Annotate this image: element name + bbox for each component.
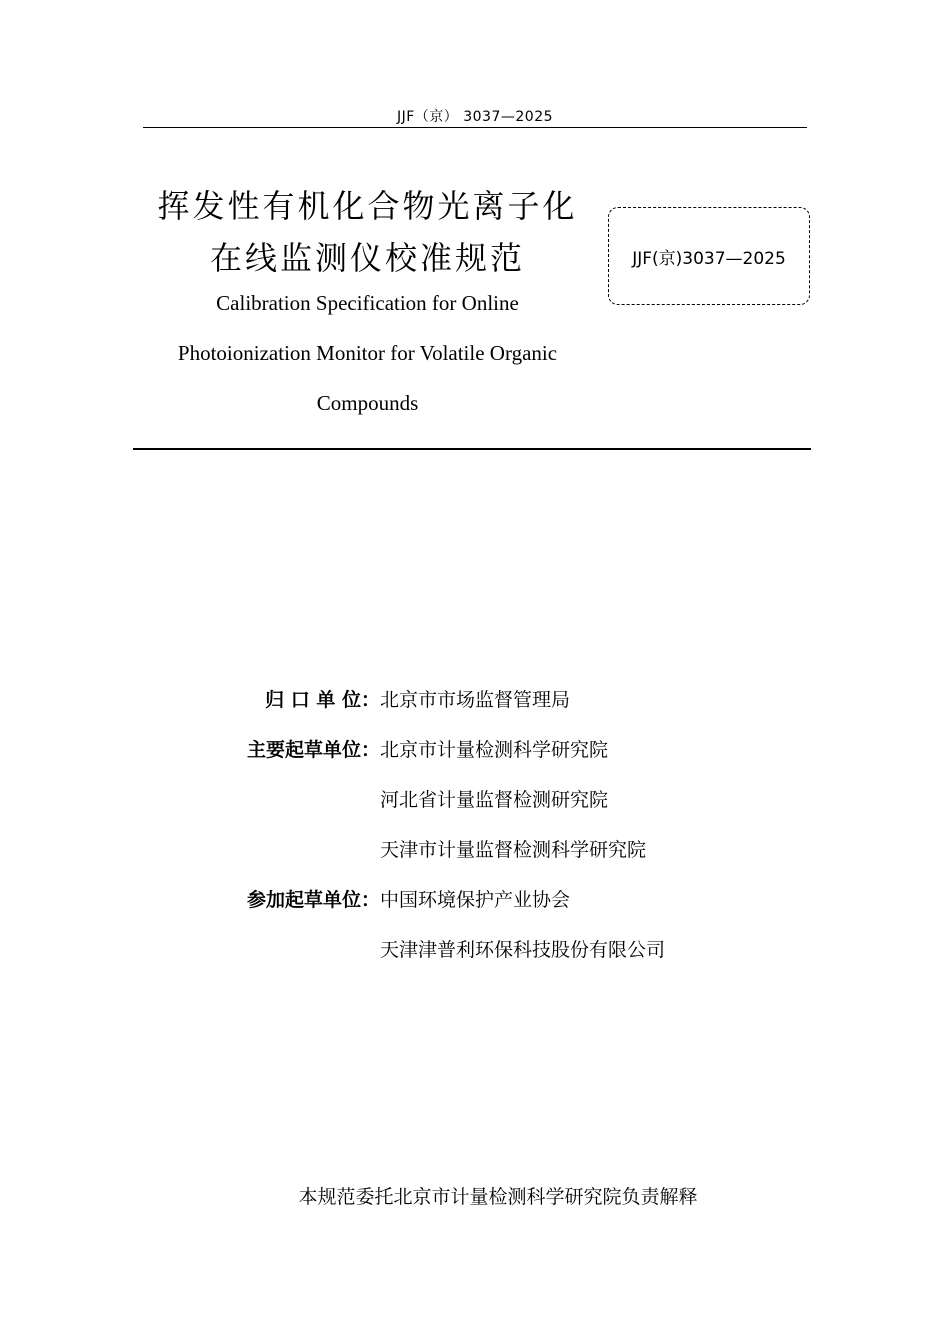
central-unit-label: 归 口 单 位： (265, 689, 380, 711)
chinese-title-line-2: 在线监测仪校准规范 (209, 239, 525, 277)
participating-unit-row (200, 930, 800, 980)
standard-code-text: JJF(京)3037—2025 (632, 248, 786, 269)
chinese-title-line-1: 挥发性有机化合物光离子化 (157, 187, 578, 225)
main-unit-value: 河北省计量监督检测研究院 (380, 789, 609, 811)
participating-unit-row (200, 880, 800, 930)
title-divider (133, 448, 811, 450)
header-divider (143, 127, 807, 128)
main-unit-row (200, 780, 800, 830)
main-unit-value: 天津市计量监督检测科学研究院 (380, 839, 647, 861)
chinese-title (130, 180, 605, 284)
interpretation-note: 本规范委托北京市计量检测科学研究院负责解释 (298, 1186, 698, 1208)
drafting-units (200, 680, 800, 980)
main-unit-label: 主要起草单位： (246, 739, 380, 761)
main-unit-value: 北京市计量检测科学研究院 (380, 739, 609, 761)
central-unit-row (200, 680, 800, 730)
standard-code-box (608, 207, 810, 305)
english-title-line-3: Compounds (316, 391, 419, 415)
participating-unit-label: 参加起草单位： (246, 889, 380, 911)
english-title-line-2: Photoionization Monitor for Volatile Organic (177, 341, 558, 365)
english-title (130, 278, 605, 428)
participating-unit-value: 中国环境保护产业协会 (380, 889, 571, 911)
main-unit-row (200, 830, 800, 880)
main-unit-row (200, 730, 800, 780)
participating-unit-value: 天津津普利环保科技股份有限公司 (380, 939, 666, 961)
header-standard-code: JJF（京） 3037—2025 (396, 109, 554, 125)
central-unit-value: 北京市市场监督管理局 (380, 689, 571, 711)
english-title-line-1: Calibration Specification for Online (216, 291, 519, 315)
